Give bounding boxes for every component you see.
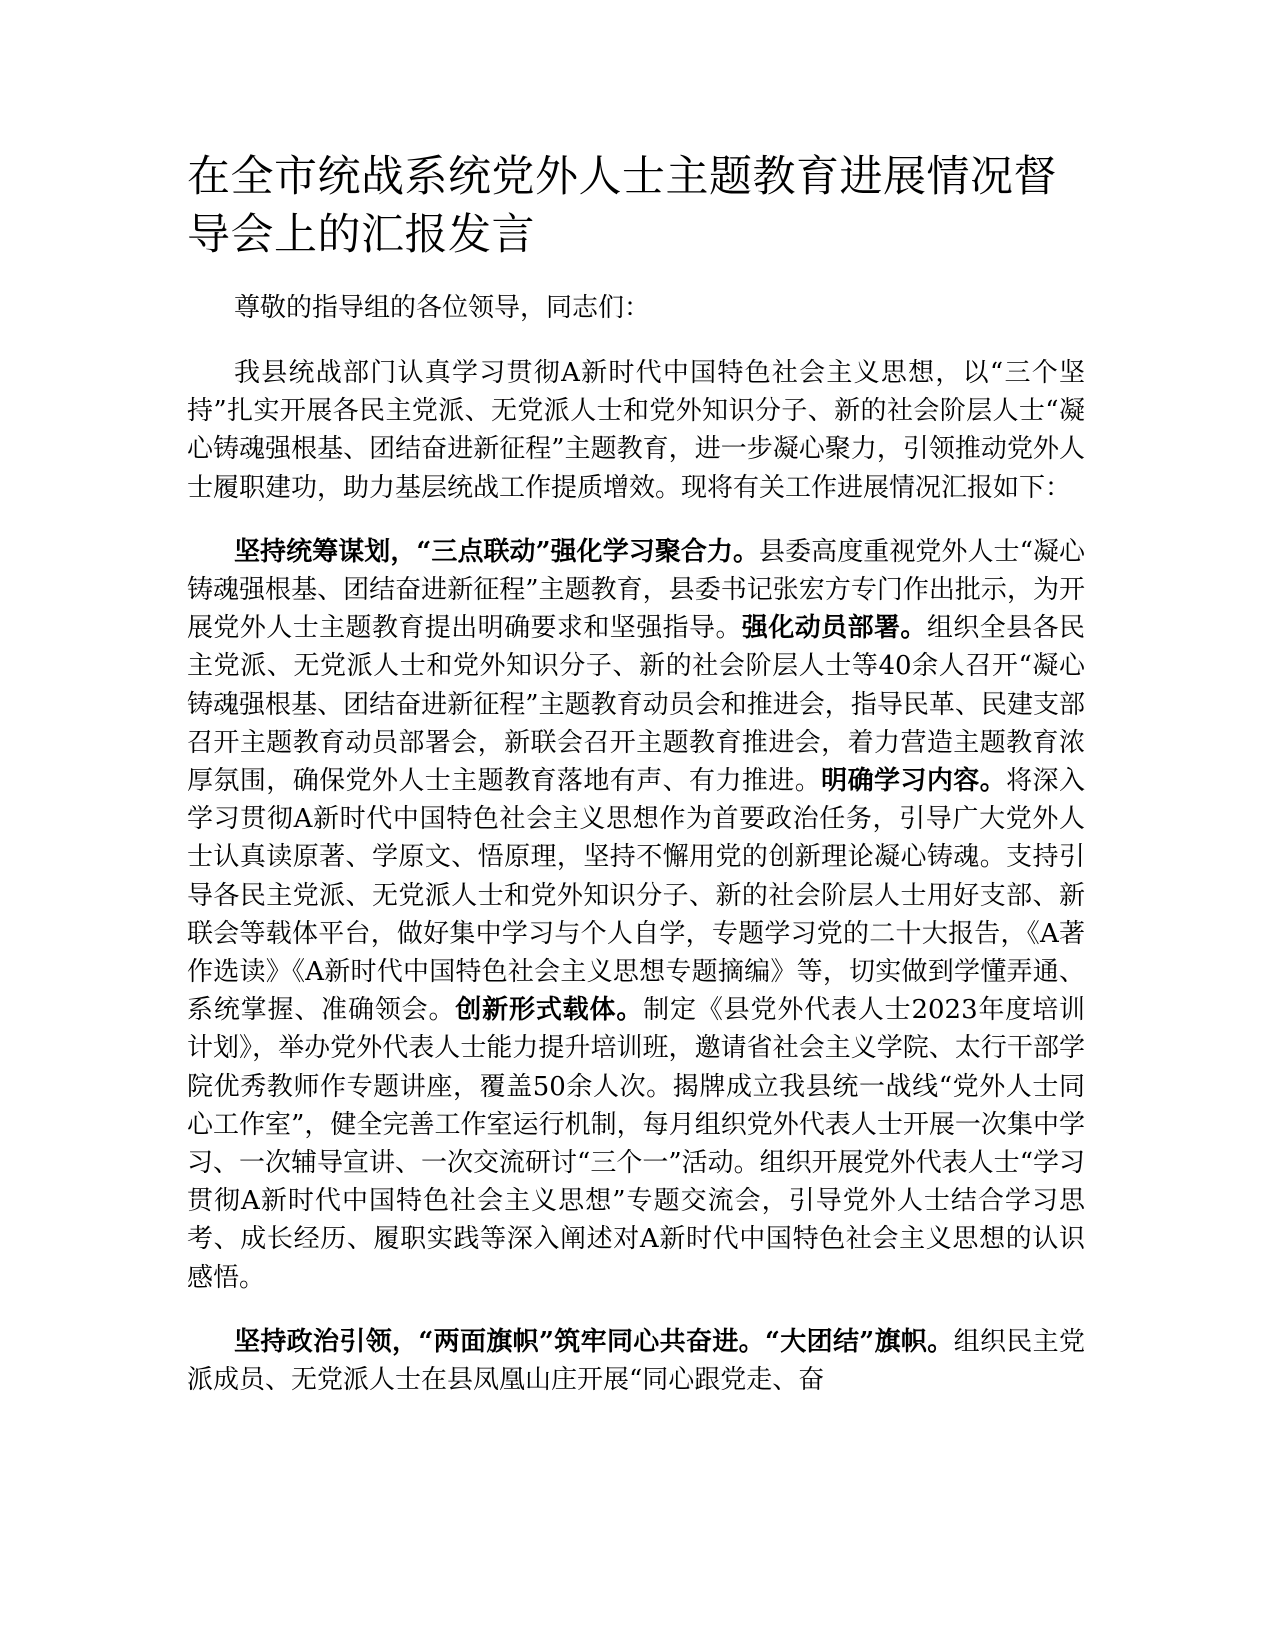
section-1-paragraph	[187, 533, 1085, 1297]
section-1-text-3: 将深入学习贯彻A新时代中国特色社会主义思想作为首要政治任务，引导广大党外人士认真读原著、学原文、悟原理，坚持不懈用党的创新理论凝心铸魂。支持引导各民主党派、无党派人士和党外知识分子、新的社会阶层人士用好支部、新联会等载体平台，做好集中学习与个人自学，专题学习党的二十大报告，《A著作选读》《A新时代中国特色社会主义思想专题摘编》等，切实做到学懂弄通、系统掌握、准确领会。	[187, 766, 1085, 1026]
section-2-heading: 坚持政治引领，“两面旗帜”筑牢同心共奋进。	[234, 1326, 765, 1357]
section-2-text-1: 组织民主党派成员、无党派人士在县凤凰山庄开展“同心跟党走、奋	[187, 1326, 1085, 1396]
section-1-text-4: 制定《县党外代表人士2023年度培训计划》，举办党外代表人士能力提升培训班，邀请省社会主义学院、太行干部学院优秀教师作专题讲座，覆盖50余人次。揭牌成立我县统一战线“党外人士同心工作室”，健全完善工作室运行机制，每月组织党外代表人士开展一次集中学习、一次辅导宣讲、一次交流研讨“三个一”活动。组织开展党外代表人士“学习贯彻A新时代中国特色社会主义思想”专题交流会，引导党外人士结合学习思考、成长经历、履职实践等深入阐述对A新时代中国特色社会主义思想的认识感悟。	[187, 995, 1085, 1293]
section-1-subheading-2: 明确学习内容。	[821, 766, 1007, 797]
section-1-subheading-1: 强化动员部署。	[741, 613, 927, 644]
intro-paragraph: 我县统战部门认真学习贯彻A新时代中国特色社会主义思想，以“三个坚持”扎实开展各民主党派、无党派人士和党外知识分子、新的社会阶层人士“凝心铸魂强根基、团结奋进新征程”主题教育，进一步凝心聚力，引领推动党外人士履职建功，助力基层统战工作提质增效。现将有关工作进展情况汇报如下：	[187, 358, 1085, 503]
section-1-heading: 坚持统筹谋划，“三点联动”强化学习聚合力。	[234, 536, 760, 567]
section-2-subheading-1: “大团结”旗帜。	[765, 1326, 954, 1357]
section-1-text-1: 县委高度重视党外人士“凝心铸魂强根基、团结奋进新征程”主题教育，县委书记张宏方专门作出批示，为开展党外人士主题教育提出明确要求和坚强指导。	[187, 536, 1085, 644]
section-2-paragraph	[187, 1323, 1085, 1399]
salutation: 尊敬的指导组的各位领导，同志们：	[234, 293, 651, 323]
document-body	[187, 148, 1085, 1399]
section-1-subheading-3: 创新形式载体。	[455, 995, 644, 1026]
section-1-text-2: 组织全县各民主党派、无党派人士和党外知识分子、新的社会阶层人士等40余人召开“凝心铸魂强根基、团结奋进新征程”主题教育动员会和推进会，指导民革、民建支部召开主题教育动员部署会，新联会召开主题教育推进会，着力营造主题教育浓厚氛围，确保党外人士主题教育落地有声、有力推进。	[187, 613, 1085, 797]
document-title: 在全市统战系统党外人士主题教育进展情况督导会上的汇报发言	[187, 152, 1057, 260]
